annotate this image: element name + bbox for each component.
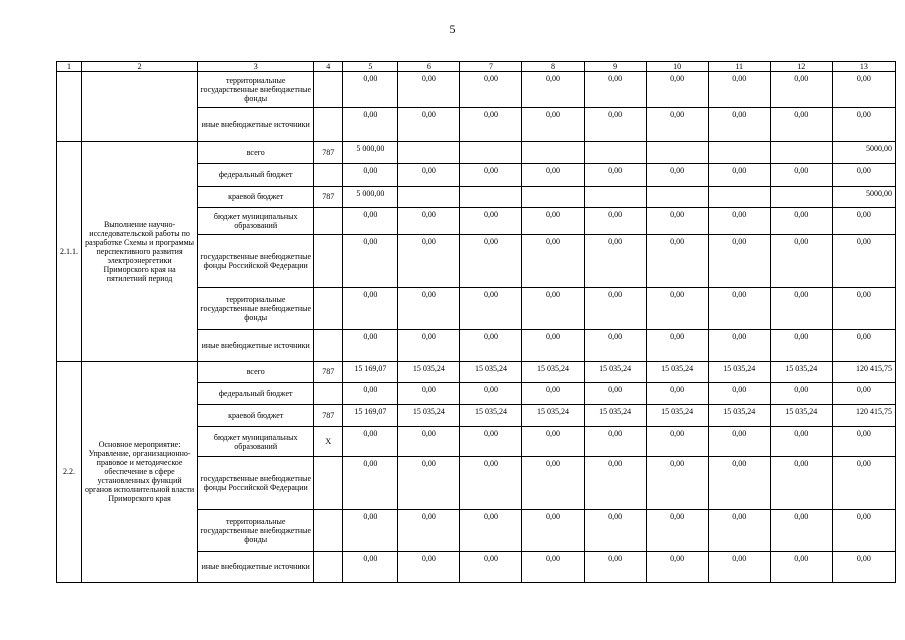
col-8-value: 0,00 (522, 163, 584, 186)
col-6-value: 15 035,24 (398, 404, 460, 427)
col-9-value: 0,00 (584, 288, 646, 329)
grbs-code: 787 (314, 186, 343, 208)
col-13-value: 0,00 (832, 163, 895, 186)
col-6-value: 0,00 (398, 427, 460, 457)
col-7-value: 0,00 (460, 208, 522, 235)
col-5-value: 0,00 (343, 288, 398, 329)
col-11-value: 0,00 (708, 234, 770, 288)
header-cell: 2 (82, 62, 198, 72)
header-cell: 1 (57, 62, 82, 72)
col-7-value: 0,00 (460, 72, 522, 108)
col-12-value: 0,00 (770, 234, 832, 288)
col-12-value: 0,00 (770, 72, 832, 108)
col-11-value: 0,00 (708, 383, 770, 405)
col-9-value: 0,00 (584, 208, 646, 235)
col-9-value: 0,00 (584, 163, 646, 186)
page-number: 5 (449, 22, 456, 36)
col-5-value: 0,00 (343, 383, 398, 405)
col-11-value: 15 035,24 (708, 404, 770, 427)
funding-source: федеральный бюджет (198, 383, 314, 405)
col-6-value: 0,00 (398, 383, 460, 405)
funding-source: федеральный бюджет (198, 163, 314, 186)
col-7-value: 0,00 (460, 234, 522, 288)
col-8-value: 0,00 (522, 509, 584, 551)
funding-source: территориальные государственные внебюджетные фонды (198, 288, 314, 329)
col-6-value (398, 142, 460, 164)
col-7-value: 0,00 (460, 108, 522, 142)
grbs-code: Х (314, 427, 343, 457)
grbs-code: 787 (314, 404, 343, 427)
row-number (57, 72, 82, 142)
col-13-value: 0,00 (832, 108, 895, 142)
col-13-value: 0,00 (832, 72, 895, 108)
col-6-value: 0,00 (398, 108, 460, 142)
funding-source: бюджет муниципальных образований (198, 208, 314, 235)
row-number: 2.1.1. (57, 142, 82, 361)
col-12-value: 0,00 (770, 509, 832, 551)
grbs-code (314, 163, 343, 186)
col-9-value: 0,00 (584, 457, 646, 510)
col-9-value (584, 142, 646, 164)
col-10-value: 0,00 (646, 427, 708, 457)
col-6-value: 0,00 (398, 234, 460, 288)
col-8-value: 15 035,24 (522, 361, 584, 383)
header-row (57, 62, 896, 72)
col-9-value: 0,00 (584, 108, 646, 142)
col-10-value (646, 186, 708, 208)
col-10-value: 0,00 (646, 234, 708, 288)
col-9-value: 0,00 (584, 383, 646, 405)
col-7-value: 0,00 (460, 288, 522, 329)
col-7-value (460, 142, 522, 164)
col-11-value: 0,00 (708, 457, 770, 510)
col-10-value: 0,00 (646, 383, 708, 405)
col-12-value: 0,00 (770, 329, 832, 361)
grbs-code (314, 329, 343, 361)
col-5-value: 0,00 (343, 234, 398, 288)
table-row (57, 142, 896, 164)
funding-source: иные внебюджетные источники (198, 108, 314, 142)
grbs-code (314, 551, 343, 582)
col-5-value: 0,00 (343, 509, 398, 551)
col-5-value: 15 169,07 (343, 404, 398, 427)
col-13-value: 120 415,75 (832, 404, 895, 427)
col-5-value: 0,00 (343, 208, 398, 235)
col-10-value: 15 035,24 (646, 361, 708, 383)
header-cell: 10 (646, 62, 708, 72)
grbs-code (314, 234, 343, 288)
col-12-value (770, 186, 832, 208)
funding-source: всего (198, 142, 314, 164)
col-11-value: 0,00 (708, 108, 770, 142)
col-11-value (708, 186, 770, 208)
grbs-code: 787 (314, 142, 343, 164)
col-6-value: 15 035,24 (398, 361, 460, 383)
col-5-value: 0,00 (343, 427, 398, 457)
col-7-value: 0,00 (460, 457, 522, 510)
funding-source: краевой бюджет (198, 186, 314, 208)
col-12-value: 0,00 (770, 208, 832, 235)
col-8-value (522, 142, 584, 164)
col-10-value: 0,00 (646, 509, 708, 551)
col-11-value: 0,00 (708, 288, 770, 329)
col-7-value: 0,00 (460, 427, 522, 457)
grbs-code (314, 383, 343, 405)
col-8-value: 0,00 (522, 288, 584, 329)
col-8-value: 0,00 (522, 72, 584, 108)
grbs-code: 787 (314, 361, 343, 383)
budget-table (56, 61, 896, 583)
grbs-code (314, 509, 343, 551)
col-12-value: 0,00 (770, 383, 832, 405)
col-9-value (584, 186, 646, 208)
col-12-value: 0,00 (770, 427, 832, 457)
col-12-value: 15 035,24 (770, 361, 832, 383)
col-6-value: 0,00 (398, 457, 460, 510)
col-8-value: 0,00 (522, 551, 584, 582)
col-11-value: 15 035,24 (708, 361, 770, 383)
funding-source: иные внебюджетные источники (198, 551, 314, 582)
col-11-value (708, 142, 770, 164)
col-13-value: 0,00 (832, 457, 895, 510)
col-12-value: 0,00 (770, 163, 832, 186)
col-12-value: 0,00 (770, 108, 832, 142)
table-row (57, 361, 896, 383)
header-cell: 9 (584, 62, 646, 72)
col-7-value: 0,00 (460, 383, 522, 405)
col-5-value: 0,00 (343, 551, 398, 582)
col-6-value: 0,00 (398, 329, 460, 361)
col-5-value: 15 169,07 (343, 361, 398, 383)
col-10-value: 0,00 (646, 163, 708, 186)
col-5-value: 5 000,00 (343, 142, 398, 164)
col-10-value: 0,00 (646, 108, 708, 142)
row-number: 2.2. (57, 361, 82, 582)
col-6-value: 0,00 (398, 551, 460, 582)
col-6-value: 0,00 (398, 163, 460, 186)
col-7-value: 0,00 (460, 551, 522, 582)
col-6-value: 0,00 (398, 509, 460, 551)
col-8-value: 0,00 (522, 329, 584, 361)
header-cell: 12 (770, 62, 832, 72)
header-cell: 4 (314, 62, 343, 72)
col-9-value: 0,00 (584, 551, 646, 582)
activity-name: Основное мероприятие: Управление, организационно-правовое и методическое обеспечение в сфере установленных функций органов исполнительной власти Приморского края (82, 361, 198, 582)
funding-source: иные внебюджетные источники (198, 329, 314, 361)
col-11-value: 0,00 (708, 208, 770, 235)
table-row (57, 72, 896, 108)
col-9-value: 0,00 (584, 427, 646, 457)
col-9-value: 0,00 (584, 234, 646, 288)
funding-source: краевой бюджет (198, 404, 314, 427)
col-7-value: 15 035,24 (460, 404, 522, 427)
grbs-code (314, 108, 343, 142)
col-10-value (646, 142, 708, 164)
col-13-value: 0,00 (832, 329, 895, 361)
funding-source: бюджет муниципальных образований (198, 427, 314, 457)
col-13-value: 0,00 (832, 427, 895, 457)
col-13-value: 0,00 (832, 288, 895, 329)
col-5-value: 0,00 (343, 72, 398, 108)
col-11-value: 0,00 (708, 72, 770, 108)
col-8-value: 0,00 (522, 383, 584, 405)
col-10-value: 0,00 (646, 208, 708, 235)
col-5-value: 0,00 (343, 457, 398, 510)
col-8-value: 0,00 (522, 457, 584, 510)
col-8-value (522, 186, 584, 208)
col-5-value: 0,00 (343, 329, 398, 361)
col-11-value: 0,00 (708, 509, 770, 551)
col-9-value: 15 035,24 (584, 404, 646, 427)
col-11-value: 0,00 (708, 551, 770, 582)
col-5-value: 0,00 (343, 108, 398, 142)
col-13-value: 0,00 (832, 383, 895, 405)
col-10-value: 0,00 (646, 329, 708, 361)
funding-source: всего (198, 361, 314, 383)
col-13-value: 5000,00 (832, 186, 895, 208)
funding-source: государственные внебюджетные фонды Российской Федерации (198, 234, 314, 288)
col-10-value: 0,00 (646, 457, 708, 510)
col-7-value: 0,00 (460, 329, 522, 361)
col-13-value: 5000,00 (832, 142, 895, 164)
col-8-value: 0,00 (522, 208, 584, 235)
col-5-value: 0,00 (343, 163, 398, 186)
grbs-code (314, 208, 343, 235)
col-10-value: 0,00 (646, 551, 708, 582)
header-cell: 8 (522, 62, 584, 72)
col-12-value: 0,00 (770, 457, 832, 510)
col-6-value: 0,00 (398, 208, 460, 235)
header-cell: 7 (460, 62, 522, 72)
col-6-value (398, 186, 460, 208)
header-cell: 13 (832, 62, 895, 72)
col-7-value (460, 186, 522, 208)
header-cell: 11 (708, 62, 770, 72)
col-9-value: 0,00 (584, 509, 646, 551)
col-12-value: 15 035,24 (770, 404, 832, 427)
col-8-value: 15 035,24 (522, 404, 584, 427)
grbs-code (314, 72, 343, 108)
col-9-value: 0,00 (584, 329, 646, 361)
col-5-value: 5 000,00 (343, 186, 398, 208)
col-13-value: 120 415,75 (832, 361, 895, 383)
col-6-value: 0,00 (398, 288, 460, 329)
col-13-value: 0,00 (832, 208, 895, 235)
col-8-value: 0,00 (522, 427, 584, 457)
col-9-value: 15 035,24 (584, 361, 646, 383)
funding-source: территориальные государственные внебюджетные фонды (198, 509, 314, 551)
header-cell: 3 (198, 62, 314, 72)
col-13-value: 0,00 (832, 509, 895, 551)
activity-name (82, 72, 198, 142)
col-12-value: 0,00 (770, 288, 832, 329)
col-13-value: 0,00 (832, 234, 895, 288)
col-13-value: 0,00 (832, 551, 895, 582)
grbs-code (314, 457, 343, 510)
col-9-value: 0,00 (584, 72, 646, 108)
col-6-value: 0,00 (398, 72, 460, 108)
col-7-value: 0,00 (460, 509, 522, 551)
col-10-value: 15 035,24 (646, 404, 708, 427)
col-11-value: 0,00 (708, 163, 770, 186)
funding-source: государственные внебюджетные фонды Российской Федерации (198, 457, 314, 510)
col-12-value (770, 142, 832, 164)
funding-source: территориальные государственные внебюджетные фонды (198, 72, 314, 108)
col-11-value: 0,00 (708, 329, 770, 361)
col-12-value: 0,00 (770, 551, 832, 582)
col-7-value: 0,00 (460, 163, 522, 186)
col-10-value: 0,00 (646, 288, 708, 329)
activity-name: Выполнение научно-исследовательской работы по разработке Схемы и программы перспективного развития электроэнергетики Приморского края на пятилетний период (82, 142, 198, 361)
col-10-value: 0,00 (646, 72, 708, 108)
header-cell: 6 (398, 62, 460, 72)
col-8-value: 0,00 (522, 108, 584, 142)
header-cell: 5 (343, 62, 398, 72)
grbs-code (314, 288, 343, 329)
col-7-value: 15 035,24 (460, 361, 522, 383)
col-11-value: 0,00 (708, 427, 770, 457)
col-8-value: 0,00 (522, 234, 584, 288)
